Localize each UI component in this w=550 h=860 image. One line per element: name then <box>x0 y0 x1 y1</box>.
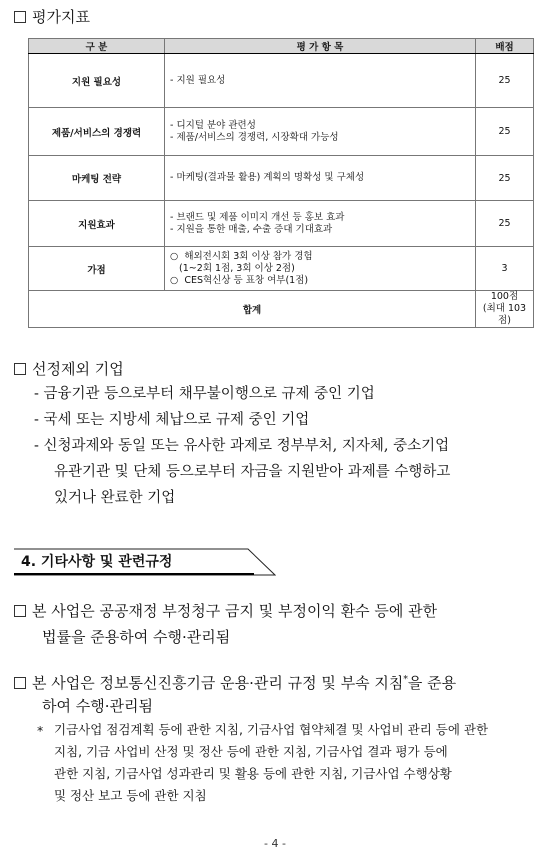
footnote-mark: * <box>37 723 44 738</box>
row-items: ○ 해외전시회 3회 이상 참가 경험 (1~2회 1점, 3회 이상 2점) ○ CES혁신상 등 표창 여부(1점) <box>165 247 476 291</box>
footnote-line: 기금사업 점검계획 등에 관한 지침, 기금사업 협약체결 및 사업비 관리 등에 관한 <box>54 722 489 737</box>
table-total-row <box>29 291 534 328</box>
row-items: - 마케팅(결과물 활용) 계획의 명확성 및 구체성 <box>165 156 476 201</box>
row-items: - 지원 필요성 <box>165 54 476 108</box>
footnote-line: 관한 지침, 기금사업 성과관리 및 활용 등에 관한 지침, 기금사업 수행상황 <box>54 766 452 781</box>
regulation-para-1: 본 사업은 공공재정 부정청구 금지 및 부정이익 환수 등에 관한 <box>14 602 437 620</box>
exclusion-item-continued: 유관기관 및 단체 등으로부터 자금을 지원받아 과제를 수행하고 <box>54 464 451 480</box>
header-items: 평 가 항 목 <box>165 39 476 54</box>
exclusion-item: - 금융기관 등으로부터 채무불이행으로 규제 중인 기업 <box>34 386 375 402</box>
header-category: 구 분 <box>29 39 165 54</box>
footnote-line: 및 정산 보고 등에 관한 지침 <box>54 788 207 803</box>
table-header-row <box>29 39 534 54</box>
exclusion-item: - 국세 또는 지방세 체납으로 규제 중인 기업 <box>34 412 310 428</box>
header-score: 배점 <box>476 39 534 54</box>
table-row <box>29 247 534 291</box>
total-score: 100점 (최대 103점) <box>476 291 534 328</box>
row-category: 가점 <box>29 247 165 291</box>
row-score: 25 <box>476 108 534 156</box>
row-score: 25 <box>476 156 534 201</box>
section-4-header <box>14 548 276 576</box>
section-4-title: 4. 기타사항 및 관련규정 <box>21 554 173 570</box>
footnote-line: 지침, 기금 사업비 산정 및 정산 등에 관한 지침, 기금사업 결과 평가 등에 <box>54 744 448 759</box>
row-category: 제품/서비스의 경쟁력 <box>29 108 165 156</box>
table-row <box>29 108 534 156</box>
evaluation-table <box>28 38 534 328</box>
regulation-para-2-continued: 하여 수행·관리됨 <box>42 697 153 715</box>
table-row <box>29 54 534 108</box>
exclusion-item-continued: 있거나 완료한 기업 <box>54 490 176 506</box>
checkbox-square-icon <box>14 677 26 689</box>
exclusion-item: - 신청과제와 동일 또는 유사한 과제로 정부부처, 지자체, 중소기업 <box>34 438 450 454</box>
table-row <box>29 201 534 247</box>
page-number: - 4 - <box>264 837 286 850</box>
row-category: 마케팅 전략 <box>29 156 165 201</box>
regulation-para-2: 본 사업은 정보통신진흥기금 운용·관리 규정 및 부속 지침*을 준용 <box>14 671 456 692</box>
row-score: 25 <box>476 54 534 108</box>
table-row <box>29 156 534 201</box>
regulation-para-1-continued: 법률을 준용하여 수행·관리됨 <box>42 628 231 646</box>
exclusion-heading: 선정제외 기업 <box>14 360 124 378</box>
row-items: - 브랜드 및 제품 이미지 개선 등 홍보 효과 - 지원을 통한 매출, 수출 증대 기대효과 <box>165 201 476 247</box>
checkbox-square-icon <box>14 363 26 375</box>
row-score: 3 <box>476 247 534 291</box>
row-category: 지원효과 <box>29 201 165 247</box>
checkbox-square-icon <box>14 605 26 617</box>
checkbox-square-icon <box>14 11 26 23</box>
total-label: 합계 <box>29 291 476 328</box>
row-score: 25 <box>476 201 534 247</box>
criteria-heading: 평가지표 <box>14 8 90 26</box>
row-items: - 디지털 분야 관련성 - 제품/서비스의 경쟁력, 시장확대 가능성 <box>165 108 476 156</box>
row-category: 지원 필요성 <box>29 54 165 108</box>
